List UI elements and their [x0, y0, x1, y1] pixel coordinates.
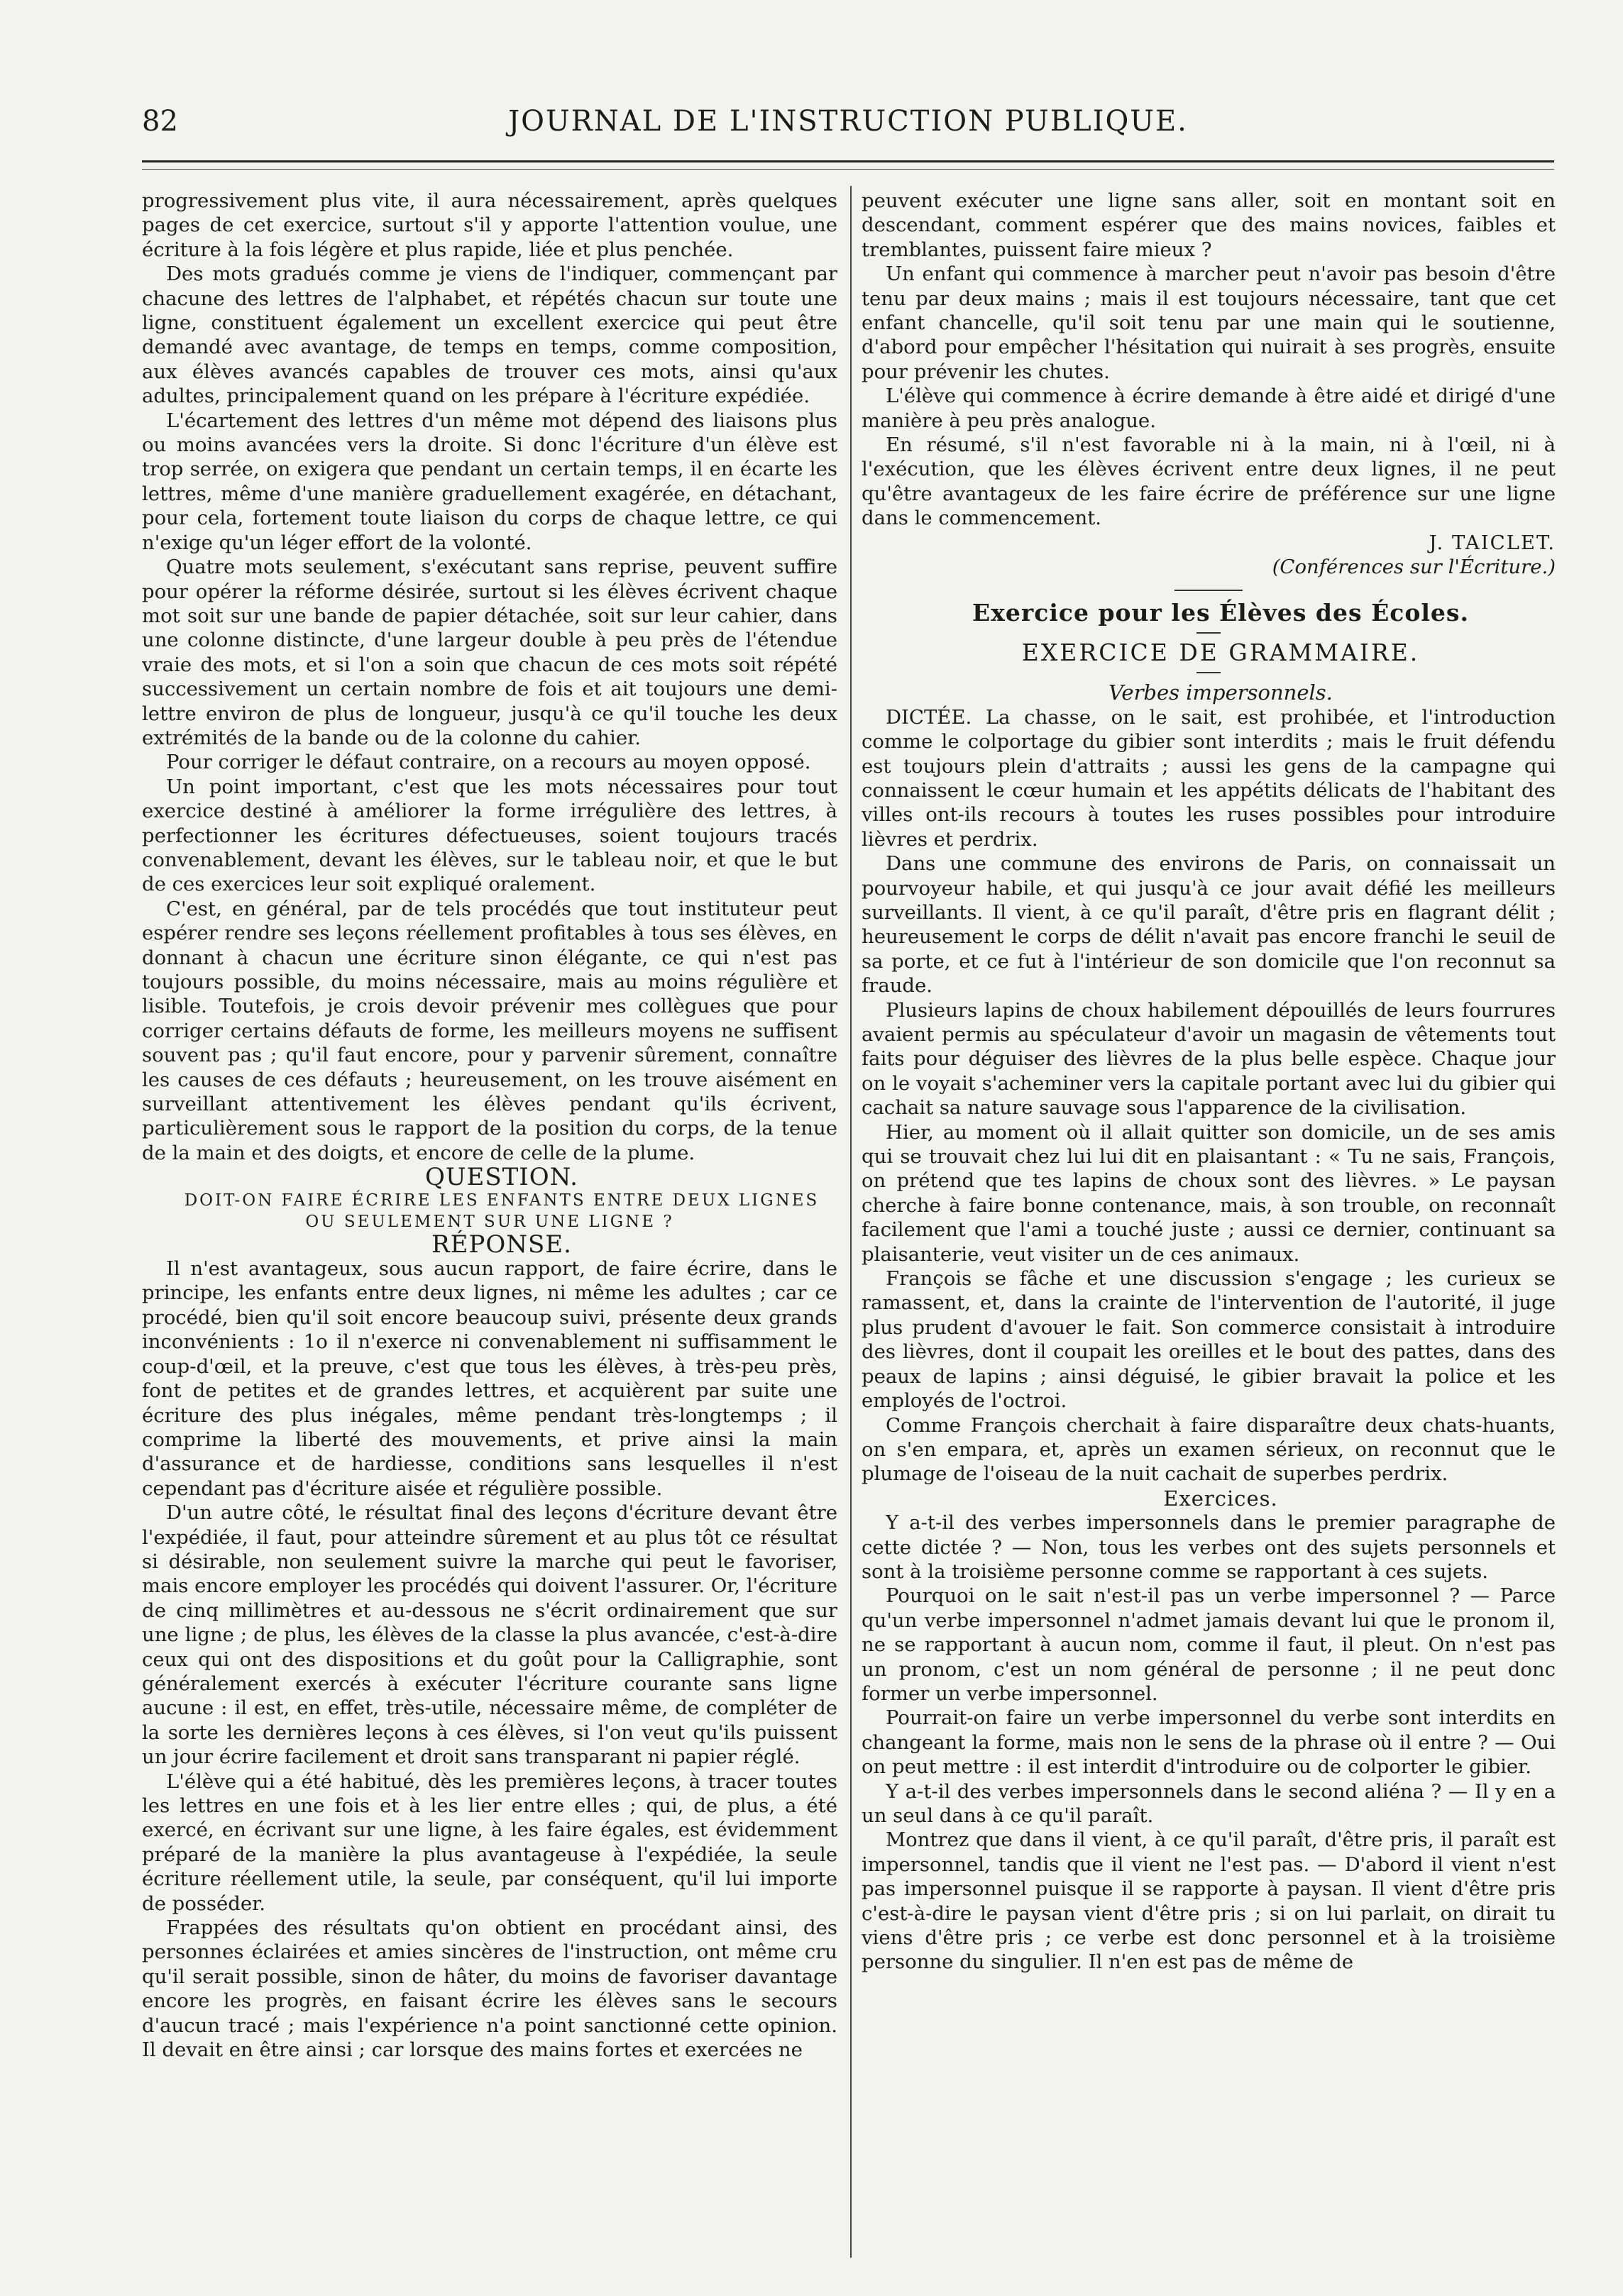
- journal-title: JOURNAL DE L'INSTRUCTION PUBLIQUE.: [508, 105, 1188, 138]
- right-column: [862, 189, 1556, 1975]
- paragraph: Y a-t-il des verbes impersonnels dans le premier paragraphe de cette dictée ? — Non, tous les verbes ont des sujets personnels et sont à la troisième personne comme se rapportant à ces sujets.: [862, 1511, 1556, 1583]
- section-divider: [1196, 632, 1221, 634]
- page-number: 82: [142, 105, 178, 138]
- header-rule-thin: [142, 169, 1554, 170]
- author-signature: J. TAICLET.: [1429, 531, 1556, 554]
- paragraph: Quatre mots seulement, s'exécutant sans reprise, peuvent suffire pour opérer la réforme désirée, surtout si les élèves écrivent chaque mot soit sur une bande de papier détachée, soit sur leur cahier, dans une colonne distincte, d'une largeur double à peu près de l'étendue vraie des mots, et si l'on a soin que chacun de ces mots soit répété successivement un certain nombre de fois et ait toujours une demi-lettre environ de plus de longueur, jusqu'à ce qu'il touche les deux extrémités de la bande ou de la colonne du cahier.: [142, 556, 837, 749]
- question-heading: QUESTION.: [424, 1163, 578, 1192]
- paragraph: Pourrait-on faire un verbe impersonnel du verbe sont interdits en changeant la forme, mais non le sens de la phrase où il entre ? — Oui on peut mettre : il est interdit d'introduire ou de colporter le gibier.: [862, 1706, 1556, 1779]
- section-divider: [1174, 590, 1243, 591]
- paragraph: Hier, au moment où il allait quitter son domicile, un de ses amis qui se trouvait chez lui lui dit en plaisantant : « Tu ne sais, François, on prétend que tes lapins de choux sont des lièvres. » Le paysan cherche à faire bonne contenance, mais, à son trouble, on reconnaît facilement que l'ami a touché juste ; aussi ce dernier, continuant sa plaisanterie, veut visiter un de ces animaux.: [862, 1120, 1556, 1266]
- paragraph: C'est, en général, par de tels procédés que tout instituteur peut espérer rendre ses leçons réellement profitables à tous ses élèves, en donnant à chacun une écriture sinon élégante, ce qui n'est pas toujours possible, du moins nécessaire, mais au moins régulière et lisible. Toutefois, je crois devoir prévenir mes collègues que pour corriger certains défauts de forme, les meilleurs moyens ne suffisent souvent pas ; qu'il faut encore, pour y parvenir sûrement, connaître les causes de ces défauts ; heureusement, on les trouve aisément en surveillant attentivement les élèves pendant qu'ils écrivent, particulièrement sous le rapport de la position du corps, de la tenue de la main et des doigts, et encore de celle de la plume.: [142, 897, 837, 1164]
- paragraph: François se fâche et une discussion s'engage ; les curieux se ramassent, et, dans la crainte de l'intervention de l'autorité, il juge plus prudent d'avouer le fait. Son commerce consistait à introduire des lièvres, dont il coupait les oreilles et le bout des pattes, dans des peaux de lapins ; ainsi déguisé, le gibier bravait la police et les employés de l'octroi.: [862, 1267, 1556, 1413]
- reponse-heading: RÉPONSE.: [431, 1230, 572, 1259]
- paragraph: Comme François cherchait à faire disparaître deux chats-huants, on s'en empara, et, après un examen sérieux, on reconnut que le plumage de l'oiseau de la nuit cachait de superbes perdrix.: [862, 1413, 1556, 1486]
- paragraph: Montrez que dans il vient, à ce qu'il paraît, d'être pris, il paraît est impersonnel, tandis que il vient ne l'est pas. — D'abord il vient n'est pas impersonnel puisque il se rapporte à paysan. Il vient d'être pris c'est-à-dire le paysan vient d'être pris ; si on lui parlait, on dirait tu viens d'être pris ; ce verbe est donc personnel et à la troisième personne du singulier. Il n'en est pas de même de: [862, 1828, 1556, 1974]
- paragraph: DICTÉE. La chasse, on le sait, est prohibée, et l'introduction comme le colportage du gibier sont interdits ; mais le fruit défendu est toujours plein d'attraits ; aussi les gens de la campagne qui connaissent le cœur humain et les appétits délicats de l'habitant des villes ont-ils recours à toutes les ruses possibles pour introduire lièvres et perdrix.: [862, 705, 1556, 851]
- topic-title: Verbes impersonnels.: [1108, 680, 1333, 705]
- paragraph: Pourquoi on le sait n'est-il pas un verbe impersonnel ? — Parce qu'un verbe impersonnel n'admet jamais devant lui que le pronom il, ne se rapportant à aucun nom, comme il faut, il pleut. On n'est pas un pronom, c'est un nom général de personne ; il ne peut donc former un verbe impersonnel.: [862, 1584, 1556, 1705]
- paragraph: L'écartement des lettres d'un même mot dépend des liaisons plus ou moins avancées vers la droite. Si donc l'écriture d'un élève est trop serrée, on exigera que pendant un certain temps, il en écarte les lettres, même d'une manière graduellement exagérée, en détachant, pour cela, fortement toute liaison du corps de chaque lettre, ce qui n'exige qu'un léger effort de la volonté.: [142, 409, 837, 554]
- section-title: Exercice pour les Élèves des Écoles.: [972, 598, 1469, 627]
- section-divider: [1196, 672, 1221, 673]
- paragraph: peuvent exécuter une ligne sans aller, soit en montant soit en descendant, comment espérer que des mains novices, faibles et tremblantes, puissent faire mieux ?: [862, 189, 1556, 261]
- paragraph: D'un autre côté, le résultat final des leçons d'écriture devant être l'expédiée, il faut, pour atteindre sûrement et au plus tôt ce résultat si désirable, non seulement suivre la marche qui peut le favoriser, mais encore employer les procédés qui doivent l'assurer. Or, l'écriture de cinq millimètres et au-dessous ne s'écrit ordinairement que sur une ligne ; de plus, les élèves de la classe la plus avancée, c'est-à-dire ceux qui ont des dispositions et du goût pour la Calligraphie, sont généralement exercés à exécuter l'écriture courante sans ligne aucune : il est, en effet, très-utile, nécessaire même, de compléter de la sorte les dernières leçons à ces élèves, si l'on veut qu'ils puissent un jour écrire facilement et droit sans transparant ni papier réglé.: [142, 1501, 838, 1769]
- paragraph: Plusieurs lapins de choux habilement dépouillés de leurs fourrures avaient permis au spéculateur d'avoir un magasin de vêtements tout faits pour déguiser des lièvres de la plus belle espèce. Chaque jour on le voyait s'acheminer vers la capitale portant avec lui du gibier qui cachait sa nature sauvage sous l'apparence de la civilisation.: [862, 998, 1556, 1120]
- paragraph: progressivement plus vite, il aura nécessairement, après quelques pages de cet exercice, surtout s'il y apporte l'attention voulue, une écriture à la fois légère et plus rapide, liée et plus penchée.: [142, 189, 837, 261]
- paragraph: Un point important, c'est que les mots nécessaires pour tout exercice destiné à améliorer la forme irrégulière des lettres, à perfectionner les écritures défectueuses, soient toujours tracés convenablement, devant les élèves, sur le tableau noir, et que le but de ces exercices leur soit expliqué oralement.: [142, 775, 837, 896]
- page-header: [142, 105, 1554, 148]
- exercices-heading: Exercices.: [1163, 1486, 1278, 1511]
- question-text: DOIT-ON FAIRE ÉCRIRE LES ENFANTS ENTRE DEUX LIGNES OU SEULEMENT SUR UNE LIGNE ?: [184, 1191, 820, 1231]
- column-divider: [850, 186, 852, 2258]
- paragraph: Dans une commune des environs de Paris, on connaissait un pourvoyeur habile, et qui jusqu'à ce jour avait défié les meilleurs surveillants. Il vient, à ce qu'il paraît, d'être pris en flagrant délit ; heureusement le corps de délit n'avait pas encore franchi le seuil de sa porte, et ce fut à l'intérieur de son domicile que l'on reconnut sa fraude.: [862, 852, 1556, 998]
- paragraph: Pour corriger le défaut contraire, on a recours au moyen opposé.: [166, 751, 811, 774]
- source-citation: (Conférences sur l'Écriture.): [1272, 556, 1556, 579]
- paragraph: En résumé, s'il n'est favorable ni à la main, ni à l'œil, ni à l'exécution, que les élèves écrivent entre deux lignes, il ne peut qu'être avantageux de les faire écrire de préférence sur une ligne dans le commencement.: [862, 434, 1556, 530]
- paragraph: L'élève qui commence à écrire demande à être aidé et dirigé d'une manière à peu près analogue.: [862, 385, 1556, 432]
- paragraph: Des mots gradués comme je viens de l'indiquer, commençant par chacune des lettres de l'alphabet, et répétés chacun sur toute une ligne, constituent également un excellent exercice qui peut être demandé avec avantage, de temps en temps, comme composition, aux élèves avancés capables de trouver ces mots, ainsi qu'aux adultes, principalement quand on les prépare à l'écriture expédiée.: [142, 263, 837, 408]
- paragraph: Un enfant qui commence à marcher peut n'avoir pas besoin d'être tenu par deux mains ; mais il est toujours nécessaire, tant que cet enfant chancelle, qu'il soit tenu par une main qui le soutienne, d'abord pour empêcher l'hésitation qui nuirait à ses progrès, ensuite pour prévenir les chutes.: [862, 263, 1556, 383]
- paragraph: Frappées des résultats qu'on obtient en procédant ainsi, des personnes éclairées et amies sincères de l'instruction, ont même cru qu'il serait possible, sinon de hâter, du moins de favoriser davantage encore les progrès, en faisant écrire les élèves sans le secours d'aucun tracé ; mais l'expérience n'a point sanctionné cette opinion. Il devait en être ainsi ; car lorsque des mains fortes et exercées ne: [142, 1916, 837, 2062]
- header-rule: [142, 160, 1554, 162]
- left-column: [142, 189, 837, 2062]
- paragraph: Il n'est avantageux, sous aucun rapport, de faire écrire, dans le principe, les enfants entre deux lignes, ni même les adultes ; car ce procédé, bien qu'il soit encore beaucoup suivi, présente deux grands inconvénients : 1o il n'exerce ni convenablement ni suffisamment le coup-d'œil, et la preuve, c'est que tous les élèves, à très-peu près, font de petites et de grandes lettres, et acquièrent par suite une écriture des plus inégales, même pendant très-longtemps ; il comprime la liberté des mouvements, et prive ainsi la main d'assurance et de hardiesse, conditions sans lesquelles il n'est cependant pas d'écriture aisée et régulière possible.: [142, 1257, 837, 1500]
- paragraph: Y a-t-il des verbes impersonnels dans le second aliéna ? — Il y en a un seul dans à ce qu'il paraît.: [862, 1779, 1556, 1827]
- paragraph: L'élève qui a été habitué, dès les premières leçons, à tracer toutes les lettres en une fois et à les lier entre elles ; qui, de plus, a été exercé, en écrivant sur une ligne, à les faire égales, est évidemment préparé de la manière la plus avantageuse à l'expédiée, la seule écriture réellement utile, la seule, par conséquent, qu'il lui importe de posséder.: [142, 1770, 837, 1915]
- subsection-title: EXERCICE DE GRAMMAIRE.: [1021, 638, 1420, 666]
